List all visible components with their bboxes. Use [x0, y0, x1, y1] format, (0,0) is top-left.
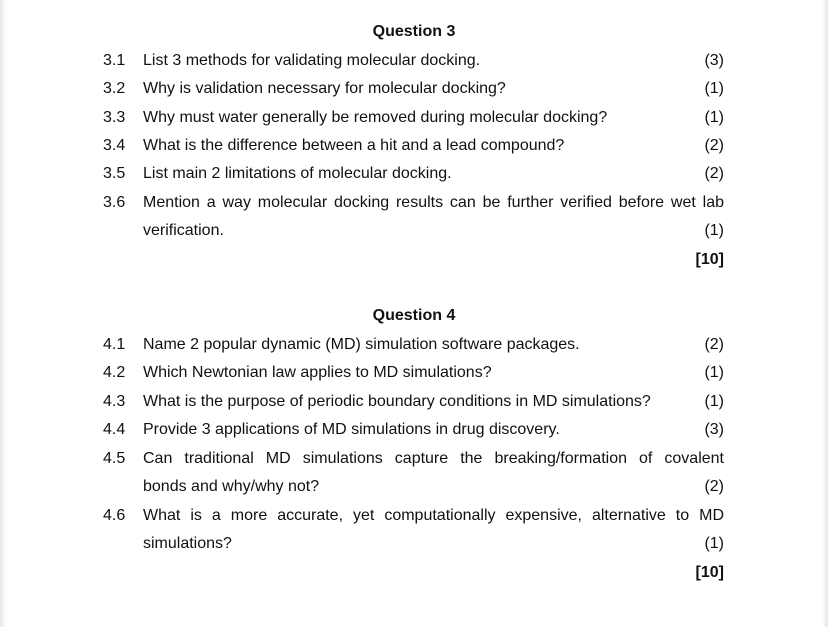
q3-6-text-continued: verification. [143, 222, 224, 239]
q3-4-text: What is the difference between a hit and a lead compound? [143, 137, 565, 154]
q3-3-marks: (1) [704, 109, 724, 126]
q4-4-number: 4.4 [103, 421, 126, 438]
q3-5-number: 3.5 [103, 165, 126, 182]
q4-6-text: What is a more accurate, yet computationally expensive, alternative to MD [143, 507, 724, 524]
q4-6-text-continued: simulations? [143, 535, 232, 552]
q4-6-number: 4.6 [103, 507, 126, 524]
q3-5-marks: (2) [704, 165, 724, 182]
q3-2-number: 3.2 [103, 80, 126, 97]
q3-1-number: 3.1 [103, 52, 126, 69]
q3-2-marks: (1) [704, 80, 724, 97]
q4-4-text: Provide 3 applications of MD simulations in drug discovery. [143, 421, 560, 438]
q4-1-text: Name 2 popular dynamic (MD) simulation software packages. [143, 336, 580, 353]
q4-1-marks: (2) [704, 336, 724, 353]
q4-5-marks: (2) [704, 478, 724, 495]
q4-2-number: 4.2 [103, 364, 126, 381]
question-4-title: Question 4 [372, 307, 456, 324]
q3-5-text: List main 2 limitations of molecular docking. [143, 165, 452, 182]
q4-3-number: 4.3 [103, 393, 126, 410]
q3-2-text: Why is validation necessary for molecular docking? [143, 80, 506, 97]
q4-2-marks: (1) [704, 364, 724, 381]
q4-6-marks: (1) [704, 535, 724, 552]
q3-1-text: List 3 methods for validating molecular docking. [143, 52, 481, 69]
q3-1-marks: (3) [704, 52, 724, 69]
q3-3-text: Why must water generally be removed during molecular docking? [143, 109, 608, 126]
question-3-total: [10] [695, 251, 724, 268]
q4-3-marks: (1) [704, 393, 724, 410]
q3-4-number: 3.4 [103, 137, 126, 154]
q4-2-text: Which Newtonian law applies to MD simulations? [143, 364, 492, 381]
q4-3-text: What is the purpose of periodic boundary conditions in MD simulations? [143, 393, 651, 410]
q4-5-number: 4.5 [103, 450, 126, 467]
q4-1-number: 4.1 [103, 336, 126, 353]
q4-5-text-continued: bonds and why/why not? [143, 478, 320, 495]
q3-6-number: 3.6 [103, 194, 126, 211]
q3-6-text: Mention a way molecular docking results can be further verified before wet lab [143, 194, 724, 211]
q4-4-marks: (3) [704, 421, 724, 438]
q3-4-marks: (2) [704, 137, 724, 154]
q4-5-text: Can traditional MD simulations capture the breaking/formation of covalent [143, 450, 724, 467]
q3-6-marks: (1) [704, 222, 724, 239]
q3-3-number: 3.3 [103, 109, 126, 126]
question-3-title: Question 3 [372, 23, 456, 40]
question-4-total: [10] [695, 564, 724, 581]
